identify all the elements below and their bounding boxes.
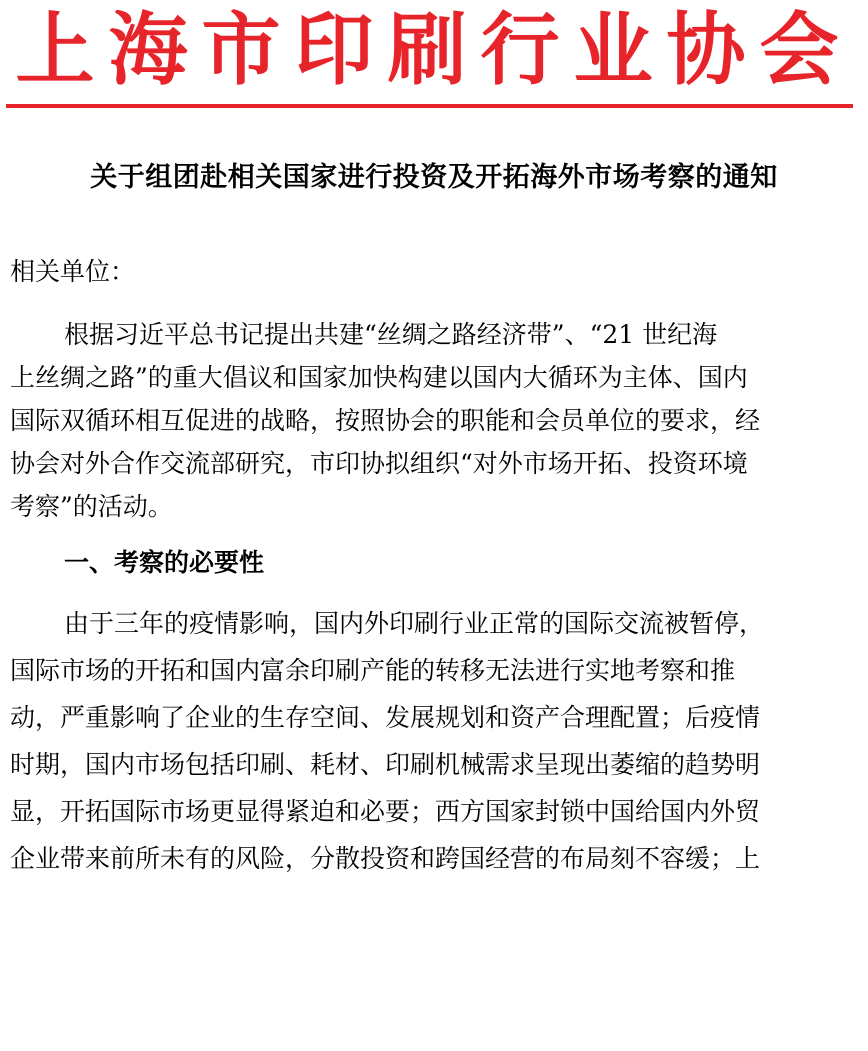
document-title: 关于组团赴相关国家进行投资及开拓海外市场考察的通知 [90, 162, 778, 193]
paragraph-2-line: 由于三年的疫情影响，国内外印刷行业正常的国际交流被暂停， [64, 609, 765, 638]
masthead-org-name: 上海市印刷行业协会 [15, 4, 853, 96]
paragraph-2-line: 企业带来前所未有的风险，分散投资和跨国经营的布局刻不容缓；上 [10, 844, 761, 873]
paragraph-2 [10, 600, 850, 882]
paragraph-1-line: 协会对外合作交流部研究，市印协拟组织“对外市场开拓、投资环境 [10, 449, 748, 478]
paragraph-2-line: 显，开拓国际市场更显得紧迫和必要；西方国家封锁中国给国内外贸 [10, 797, 761, 826]
paragraph-1-line: 上丝绸之路”的重大倡议和国家加快构建以国内大循环为主体、国内 [10, 363, 748, 392]
document-body [10, 250, 850, 882]
salutation: 相关单位： [10, 257, 136, 286]
masthead-red-rule [6, 104, 853, 108]
paragraph-2-line: 动，严重影响了企业的生存空间、发展规划和资产合理配置；后疫情 [10, 703, 761, 732]
section-1-heading: 一、考察的必要性 [64, 548, 265, 577]
paragraph-1-line: 考察”的活动。 [10, 492, 173, 521]
paragraph-1-line: 国际双循环相互促进的战略，按照协会的职能和会员单位的要求，经 [10, 406, 761, 435]
paragraph-1 [10, 313, 850, 528]
paragraph-2-line: 时期，国内市场包括印刷、耗材、印刷机械需求呈现出萎缩的趋势明 [10, 750, 761, 779]
paragraph-2-line: 国际市场的开拓和国内富余印刷产能的转移无法进行实地考察和推 [10, 656, 736, 685]
section-heading [10, 543, 850, 583]
paragraph-1-line: 根据习近平总书记提出共建“丝绸之路经济带”、“21 世纪海 [64, 320, 718, 349]
